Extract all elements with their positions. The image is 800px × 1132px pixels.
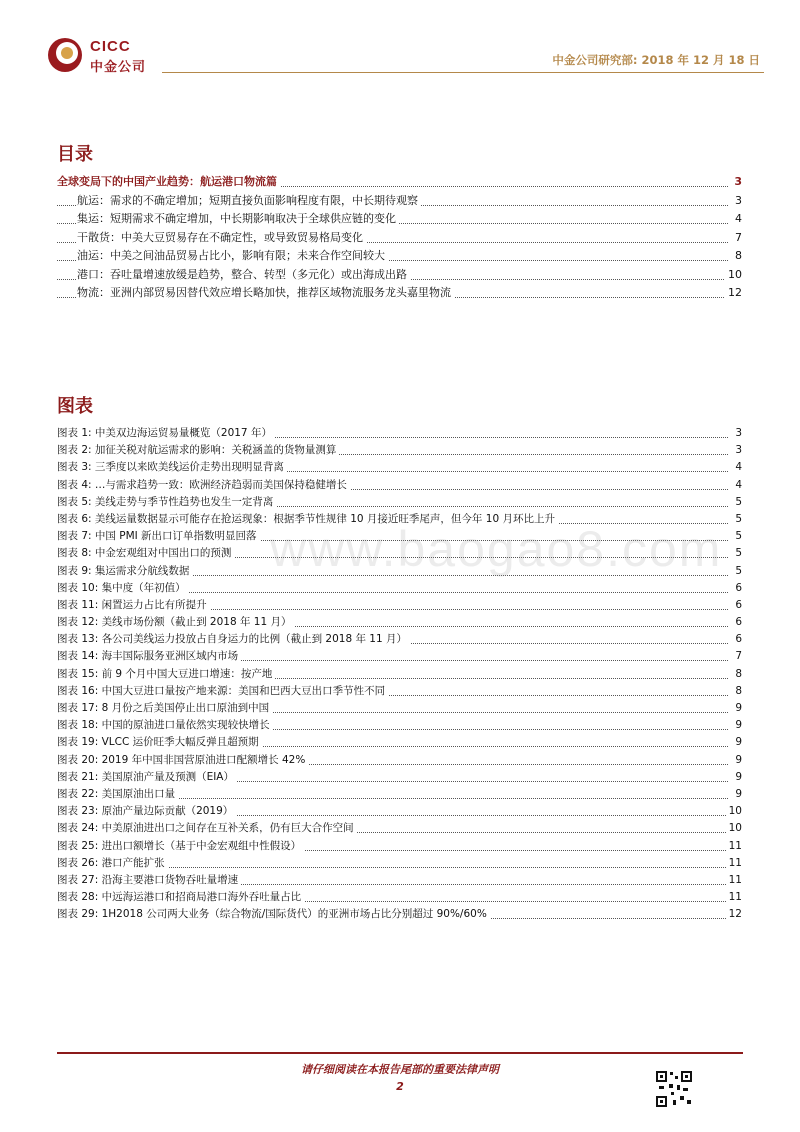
figure-entry-page: 10 <box>726 803 742 820</box>
figure-entry-label: 图表 25: 进出口额增长（基于中金宏观组中性假设） <box>57 840 304 852</box>
figure-entry-label: 图表 3: 三季度以来欧美线运价走势出现明显背离 <box>57 461 287 473</box>
toc-title: 目录 <box>57 144 93 165</box>
figure-entry-page: 6 <box>732 580 742 597</box>
figure-entry-label: 图表 15: 前 9 个月中国大豆进口增速：按产地 <box>57 668 275 680</box>
figure-entry-page: 11 <box>726 872 742 889</box>
figure-entry-page: 3 <box>732 442 742 459</box>
figure-entry[interactable] <box>57 648 742 665</box>
logo-text-en: CICC <box>90 38 131 55</box>
toc-entry-label: 港口：吞吐量增速放缓是趋势，整合、转型（多元化）或出海成出路 <box>77 268 410 281</box>
figure-entry[interactable] <box>57 597 742 614</box>
figure-entry[interactable] <box>57 769 742 786</box>
figure-entry-label: 图表 9: 集运需求分航线数据 <box>57 565 192 577</box>
figure-entry-label: 图表 13: 各公司美线运力投放占自身运力的比例（截止到 2018 年 11 月） <box>57 633 410 645</box>
figure-entry-page: 11 <box>726 855 742 872</box>
figure-entry-page: 5 <box>732 494 742 511</box>
figure-entry-label: 图表 22: 美国原油出口量 <box>57 788 178 800</box>
figure-entry[interactable] <box>57 820 742 837</box>
toc-entry[interactable] <box>57 266 742 285</box>
figure-entry[interactable] <box>57 752 742 769</box>
figure-entry[interactable] <box>57 425 742 442</box>
figure-entry-page: 4 <box>732 459 742 476</box>
toc-entry-label: 物流：亚洲内部贸易因替代效应增长略加快，推荐区域物流服务龙头嘉里物流 <box>77 286 454 299</box>
toc-entry-label: 全球变局下的中国产业趋势：航运港口物流篇 <box>57 175 280 188</box>
figure-entry-label: 图表 1: 中美双边海运贸易量概览（2017 年） <box>57 427 275 439</box>
page-header <box>0 0 800 80</box>
figure-entry-page: 6 <box>732 614 742 631</box>
cicc-logo-mark-icon <box>46 36 84 74</box>
logo-text-cn: 中金公司 <box>90 60 147 75</box>
figure-entry-page: 10 <box>726 820 742 837</box>
figure-entry-page: 5 <box>732 545 742 562</box>
toc-entry[interactable] <box>57 210 742 229</box>
figure-entry-label: 图表 5: 美线走势与季节性趋势也发生一定背离 <box>57 496 276 508</box>
footer-divider <box>57 1052 743 1054</box>
figure-entry[interactable] <box>57 855 742 872</box>
figure-entry-page: 6 <box>732 597 742 614</box>
figure-entry-label: 图表 23: 原油产量边际贡献（2019） <box>57 805 236 817</box>
watermark: www.baogao8.com <box>270 521 723 577</box>
figure-entry[interactable] <box>57 838 742 855</box>
toc-entry-label: 航运：需求的不确定增加；短期直接负面影响程度有限，中长期待观察 <box>77 194 421 207</box>
figure-entry-label: 图表 21: 美国原油产量及预测（EIA） <box>57 771 237 783</box>
figure-entry-page: 5 <box>732 511 742 528</box>
figure-entry-label: 图表 14: 海丰国际服务亚洲区域内市场 <box>57 650 241 662</box>
toc-list <box>57 173 742 303</box>
figures-list <box>57 425 742 923</box>
figure-entry-page: 5 <box>732 528 742 545</box>
figure-entry[interactable] <box>57 734 742 751</box>
figure-entry[interactable] <box>57 872 742 889</box>
figure-entry-label: 图表 12: 美线市场份额（截止到 2018 年 11 月） <box>57 616 295 628</box>
figure-entry[interactable] <box>57 477 742 494</box>
figure-entry-label: 图表 27: 沿海主要港口货物吞吐量增速 <box>57 874 241 886</box>
toc-entry-label: 集运：短期需求不确定增加，中长期影响取决于全球供应链的变化 <box>77 212 399 225</box>
figure-entry[interactable] <box>57 459 742 476</box>
figure-entry-label: 图表 26: 港口产能扩张 <box>57 857 168 869</box>
figure-entry-label: 图表 7: 中国 PMI 新出口订单指数明显回落 <box>57 530 260 542</box>
figure-entry-page: 11 <box>726 889 742 906</box>
toc-entry-page: 8 <box>732 247 742 266</box>
figure-entry-page: 12 <box>726 906 742 923</box>
figure-entry-label: 图表 16: 中国大豆进口量按产地来源：美国和巴西大豆出口季节性不同 <box>57 685 388 697</box>
figure-entry-label: 图表 19: VLCC 运价旺季大幅反弹且超预期 <box>57 736 262 748</box>
figure-entry-page: 3 <box>732 425 742 442</box>
figure-entry-page: 6 <box>732 631 742 648</box>
toc-entry-page: 10 <box>725 266 742 285</box>
figure-entry[interactable] <box>57 889 742 906</box>
figure-entry[interactable] <box>57 580 742 597</box>
toc-entry[interactable] <box>57 247 742 266</box>
figure-entry[interactable] <box>57 494 742 511</box>
header-divider <box>162 72 764 73</box>
figure-entry-label: 图表 6: 美线运量数据显示可能存在抢运现象：根据季节性规律 10 月接近旺季尾声，但今年 10 月环比上升 <box>57 513 558 525</box>
figure-entry-label: 图表 4: …与需求趋势一致：欧洲经济趋弱而美国保持稳健增长 <box>57 479 350 491</box>
figure-entry-label: 图表 11: 闲置运力占比有所提升 <box>57 599 210 611</box>
figure-entry-page: 9 <box>732 769 742 786</box>
figure-entry-label: 图表 10: 集中度（年初值） <box>57 582 189 594</box>
figure-entry[interactable] <box>57 906 742 923</box>
figure-entry[interactable] <box>57 700 742 717</box>
figure-entry-page: 8 <box>732 683 742 700</box>
figure-entry-label: 图表 2: 加征关税对航运需求的影响：关税涵盖的货物量测算 <box>57 444 339 456</box>
figure-entry[interactable] <box>57 786 742 803</box>
figure-entry-page: 9 <box>732 700 742 717</box>
toc-entry[interactable] <box>57 173 742 192</box>
figure-entry-page: 9 <box>732 734 742 751</box>
cicc-logo <box>46 36 166 76</box>
toc-entry[interactable] <box>57 229 742 248</box>
toc-entry-page: 3 <box>732 192 742 211</box>
qr-code-icon <box>655 1070 693 1108</box>
figure-entry[interactable] <box>57 803 742 820</box>
figure-entry[interactable] <box>57 442 742 459</box>
figure-entry-page: 9 <box>732 717 742 734</box>
figure-entry-label: 图表 17: 8 月份之后美国停止出口原油到中国 <box>57 702 272 714</box>
toc-entry-label: 干散货：中美大豆贸易存在不确定性，或导致贸易格局变化 <box>77 231 366 244</box>
figure-entry[interactable] <box>57 717 742 734</box>
figure-entry[interactable] <box>57 631 742 648</box>
figure-entry-page: 7 <box>732 648 742 665</box>
figure-entry-label: 图表 8: 中金宏观组对中国出口的预测 <box>57 547 234 559</box>
report-date: 中金公司研究部: 2018 年 12 月 18 日 <box>552 53 760 67</box>
toc-entry-page: 7 <box>732 229 742 248</box>
toc-entry-page: 4 <box>732 210 742 229</box>
figure-entry-label: 图表 24: 中美原油进出口之间存在互补关系，仍有巨大合作空间 <box>57 822 357 834</box>
legal-notice: 请仔细阅读在本报告尾部的重要法律声明 <box>301 1063 499 1076</box>
toc-entry-page: 12 <box>725 284 742 303</box>
figure-entry-label: 图表 18: 中国的原油进口量依然实现较快增长 <box>57 719 273 731</box>
figure-entry-label: 图表 28: 中远海运港口和招商局港口海外吞吐量占比 <box>57 891 304 903</box>
page-number: 2 <box>396 1080 404 1093</box>
figure-entry-page: 11 <box>726 838 742 855</box>
figure-entry-page: 9 <box>732 786 742 803</box>
figures-title: 图表 <box>57 396 93 417</box>
figure-entry-label: 图表 20: 2019 年中国非国营原油进口配额增长 42% <box>57 754 308 766</box>
figure-entry[interactable] <box>57 683 742 700</box>
figure-entry-page: 5 <box>732 563 742 580</box>
figure-entry[interactable] <box>57 666 742 683</box>
toc-entry-label: 油运：中美之间油品贸易占比小，影响有限；未来合作空间较大 <box>77 249 388 262</box>
figure-entry-page: 9 <box>732 752 742 769</box>
toc-entry[interactable] <box>57 192 742 211</box>
toc-entry[interactable] <box>57 284 742 303</box>
figure-entry-page: 8 <box>732 666 742 683</box>
figure-entry[interactable] <box>57 614 742 631</box>
figure-entry-page: 4 <box>732 477 742 494</box>
toc-entry-page: 3 <box>731 173 742 192</box>
figure-entry-label: 图表 29: 1H2018 公司两大业务（综合物流/国际货代）的亚洲市场占比分别超过 90%/60% <box>57 908 490 920</box>
